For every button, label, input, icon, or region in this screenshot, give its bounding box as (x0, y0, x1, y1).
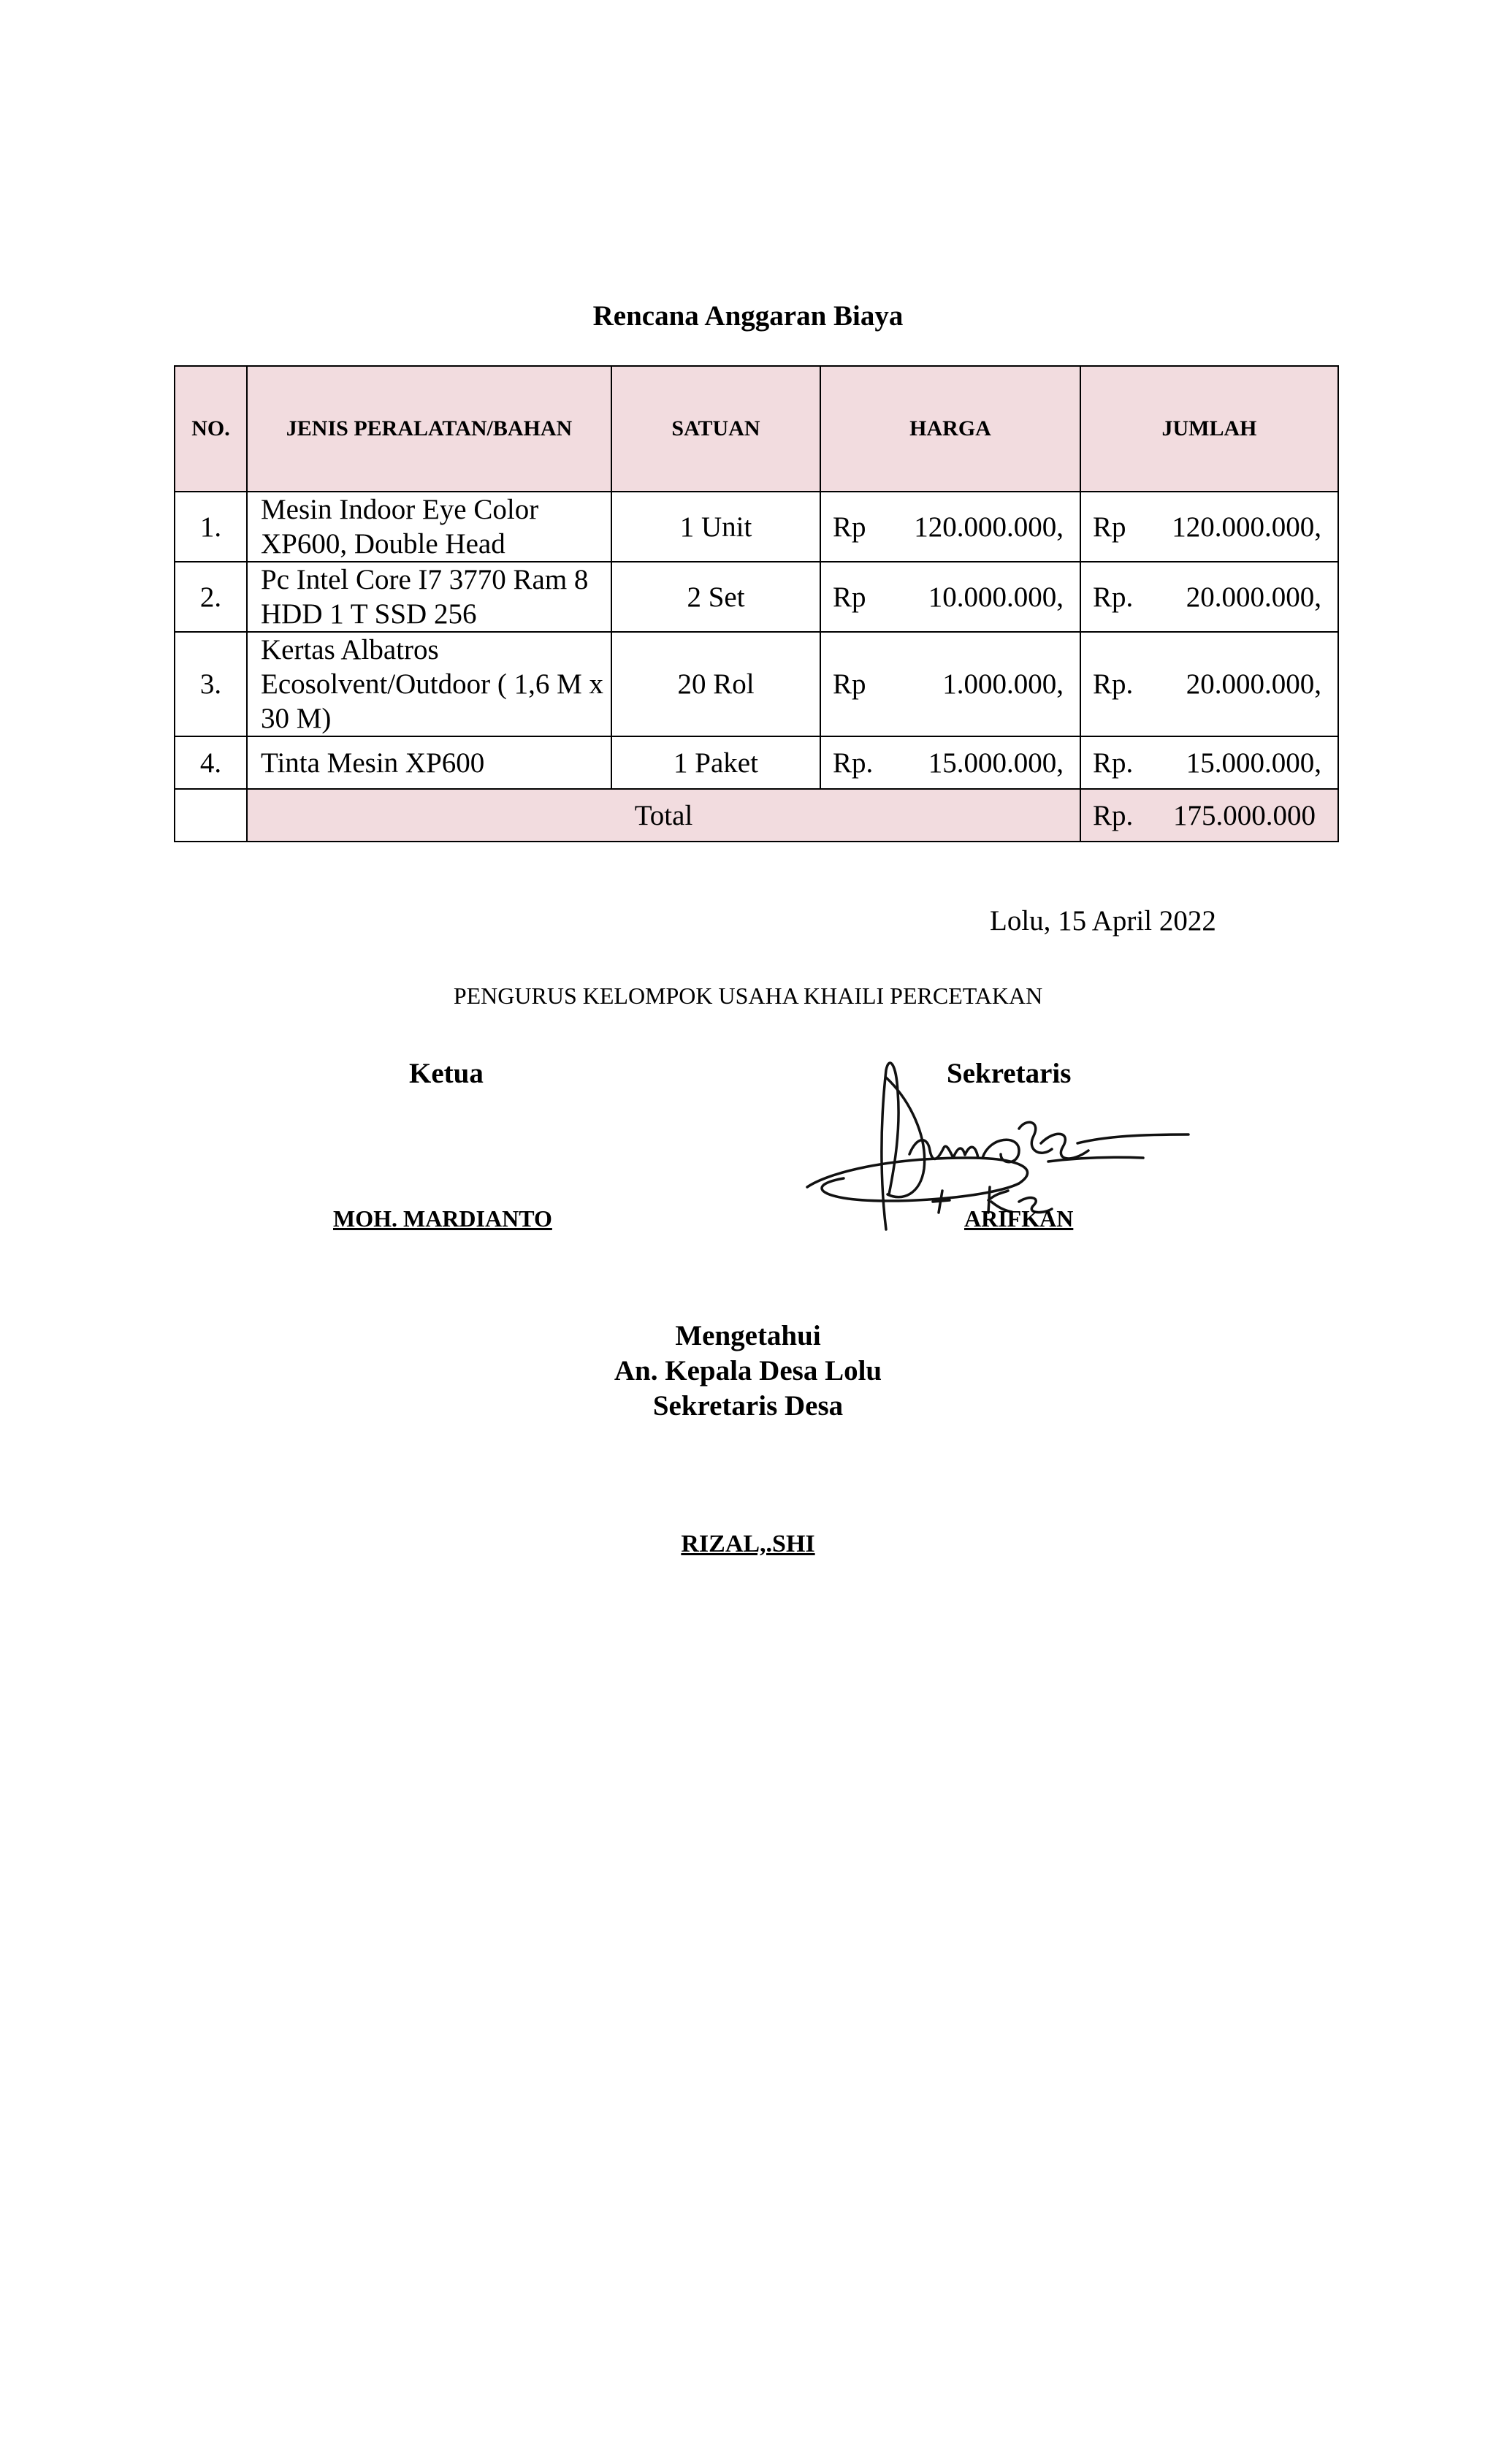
row-price (820, 492, 1080, 562)
sekretaris-name: ARIFKAN (964, 1205, 1074, 1232)
table-row (175, 562, 1338, 632)
table-row (175, 492, 1338, 562)
row-item: Tinta Mesin XP600 (247, 736, 611, 789)
grand-total (1080, 789, 1338, 842)
price-currency: Rp (833, 668, 866, 700)
row-unit: 2 Set (611, 562, 820, 632)
row-price (820, 562, 1080, 632)
grand-total-value: 175.000.000 (1173, 799, 1316, 831)
total-value: 20.000.000, (1186, 581, 1321, 613)
row-unit: 20 Rol (611, 632, 820, 736)
grand-total-currency: Rp. (1093, 799, 1134, 831)
row-unit: 1 Paket (611, 736, 820, 789)
row-item: Kertas Albatros Ecosolvent/Outdoor ( 1,6 M x 30 M) (247, 632, 611, 736)
acknowledgement-block (0, 1319, 1496, 1424)
city-date: Lolu, 15 April 2022 (990, 905, 1216, 937)
ketua-name: MOH. MARDIANTO (333, 1205, 552, 1232)
row-price (820, 632, 1080, 736)
table-row (175, 632, 1338, 736)
row-no: 4. (175, 736, 247, 789)
acknowledgement-line1: Mengetahui (675, 1320, 821, 1351)
total-value: 20.000.000, (1186, 668, 1321, 700)
total-currency: Rp. (1093, 747, 1134, 779)
row-total (1080, 736, 1338, 789)
total-currency: Rp. (1093, 668, 1134, 700)
row-no: 2. (175, 562, 247, 632)
header-unit: SATUAN (611, 366, 820, 492)
price-currency: Rp (833, 511, 866, 543)
total-row (175, 789, 1338, 842)
row-no: 1. (175, 492, 247, 562)
table-header-row (175, 366, 1338, 492)
price-value: 10.000.000, (928, 581, 1064, 613)
row-item: Mesin Indoor Eye Color XP600, Double Head (247, 492, 611, 562)
row-unit: 1 Unit (611, 492, 820, 562)
row-price (820, 736, 1080, 789)
price-value: 15.000.000, (928, 747, 1064, 779)
row-total (1080, 632, 1338, 736)
row-item: Pc Intel Core I7 3770 Ram 8 HDD 1 T SSD 256 (247, 562, 611, 632)
header-item: JENIS PERALATAN/BAHAN (247, 366, 611, 492)
price-currency: Rp (833, 581, 866, 613)
budget-table (174, 365, 1339, 842)
total-label: Total (247, 789, 1080, 842)
table-row (175, 736, 1338, 789)
total-currency: Rp. (1093, 581, 1134, 613)
document-title: Rencana Anggaran Biaya (592, 300, 904, 332)
total-row-blank (175, 789, 247, 842)
village-secretary-name: RIZAL,.SHI (681, 1530, 815, 1557)
price-currency: Rp. (833, 747, 874, 779)
acknowledgement-line3: Sekretaris Desa (652, 1390, 844, 1422)
price-value: 1.000.000, (942, 668, 1064, 700)
row-total (1080, 492, 1338, 562)
sekretaris-role: Sekretaris (947, 1058, 1072, 1089)
ketua-role: Ketua (409, 1058, 484, 1089)
header-no: NO. (175, 366, 247, 492)
row-no: 3. (175, 632, 247, 736)
row-total (1080, 562, 1338, 632)
acknowledgement-line2: An. Kepala Desa Lolu (614, 1355, 882, 1387)
price-value: 120.000.000, (914, 511, 1064, 543)
total-value: 120.000.000, (1172, 511, 1321, 543)
header-price: HARGA (820, 366, 1080, 492)
total-value: 15.000.000, (1186, 747, 1321, 779)
total-currency: Rp (1093, 511, 1126, 543)
header-total: JUMLAH (1080, 366, 1338, 492)
organization-name: PENGURUS KELOMPOK USAHA KHAILI PERCETAKAN (453, 983, 1043, 1009)
